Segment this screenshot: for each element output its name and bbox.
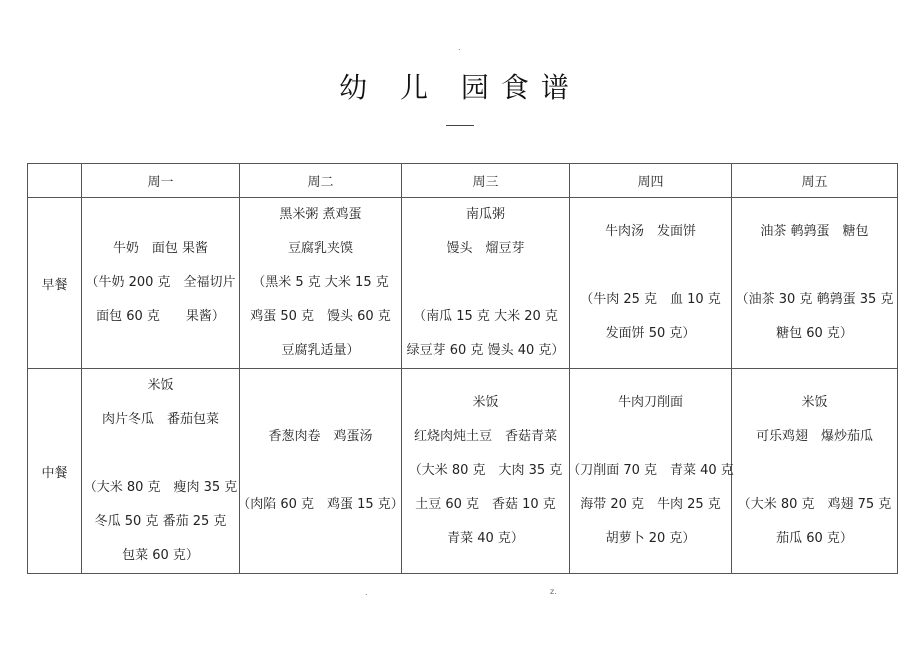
menu-line: 红烧肉炖土豆 香菇青菜 [413,429,557,444]
menu-line: 豆腐乳适量） [281,343,360,358]
page-title: 幼 儿 园食谱 [339,71,581,104]
top-dot-mark: . [458,43,461,52]
lunch-friday [732,369,898,574]
menu-line: （大米 80 克 鸡翅 75 克 [737,497,892,512]
lunch-row [28,369,898,574]
lunch-wednesday [402,369,570,574]
menu-line: （南瓜 15 克 大米 20 克 [413,309,558,324]
menu-line: 牛奶 面包 果酱 [112,241,209,256]
title-underline [446,125,474,126]
menu-line: 米饭 [472,395,499,410]
menu-line: （大米 80 克 瘦肉 35 克 [83,480,238,495]
breakfast-row [28,198,898,369]
menu-table [27,163,898,574]
lunch-thursday [567,369,734,574]
breakfast-thursday [570,198,732,369]
menu-line: 可乐鸡翅 爆炒茄瓜 [755,429,873,444]
menu-line: 牛肉刀削面 [617,395,683,410]
menu-line: 海带 20 克 牛肉 25 克 [580,497,721,512]
breakfast-tuesday [240,198,402,369]
menu-line: （肉陷 60 克 鸡蛋 15 克） [237,497,404,512]
menu-line: 鸡蛋 50 克 馒头 60 克 [250,309,391,324]
menu-line: 米饭 [801,395,828,410]
lunch-monday [82,369,240,574]
menu-line: 南瓜粥 [465,207,505,222]
menu-line: （刀削面 70 克 青菜 40 克 [567,463,734,478]
menu-line: 豆腐乳夹馍 [287,241,353,256]
header-corner [28,164,82,198]
menu-line: 胡萝卜 20 克） [605,531,696,546]
menu-line: 牛肉汤 发面饼 [604,224,696,239]
menu-line: 黑米粥 煮鸡蛋 [279,207,362,222]
header-monday: 周一 [82,164,240,198]
menu-line: 茄瓜 60 克） [776,531,853,546]
menu-line: 米饭 [147,378,174,393]
header-tuesday: 周二 [240,164,402,198]
menu-line: 糖包 60 克） [776,326,853,341]
menu-line: （牛奶 200 克 全福切片 [85,275,236,290]
menu-line: 包菜 60 克） [122,548,199,563]
breakfast-wednesday [402,198,570,369]
meal-label-breakfast: 早餐 [28,198,82,369]
menu-line: 香葱肉卷 鸡蛋汤 [268,429,373,444]
lunch-tuesday [237,369,404,574]
menu-line: 面包 60 克 果酱） [96,309,225,324]
header-thursday: 周四 [570,164,732,198]
breakfast-friday [732,198,898,369]
bottom-z-mark: z. [550,587,557,596]
menu-line: 肉片冬瓜 番茄包菜 [101,412,219,427]
menu-line: （黑米 5 克 大米 15 克 [252,275,389,290]
header-wednesday: 周三 [402,164,570,198]
header-row [28,164,898,198]
menu-line: （牛肉 25 克 血 10 克 [580,292,721,307]
menu-line: 冬瓜 50 克 番茄 25 克 [94,514,227,529]
menu-line: 油茶 鹌鹑蛋 糖包 [760,224,869,239]
menu-line: 土豆 60 克 香菇 10 克 [415,497,556,512]
menu-line: 青菜 40 克） [447,531,524,546]
bottom-dot-mark: . [365,588,368,597]
header-friday: 周五 [732,164,898,198]
menu-line: （油茶 30 克 鹌鹑蛋 35 克 [735,292,894,307]
meal-label-lunch: 中餐 [28,369,82,574]
menu-line: 馒头 熘豆芽 [446,241,525,256]
breakfast-monday [82,198,240,369]
menu-line: 绿豆芽 60 克 馒头 40 克） [406,343,565,358]
menu-line: （大米 80 克 大肉 35 克 [408,463,563,478]
menu-line: 发面饼 50 克） [605,326,696,341]
